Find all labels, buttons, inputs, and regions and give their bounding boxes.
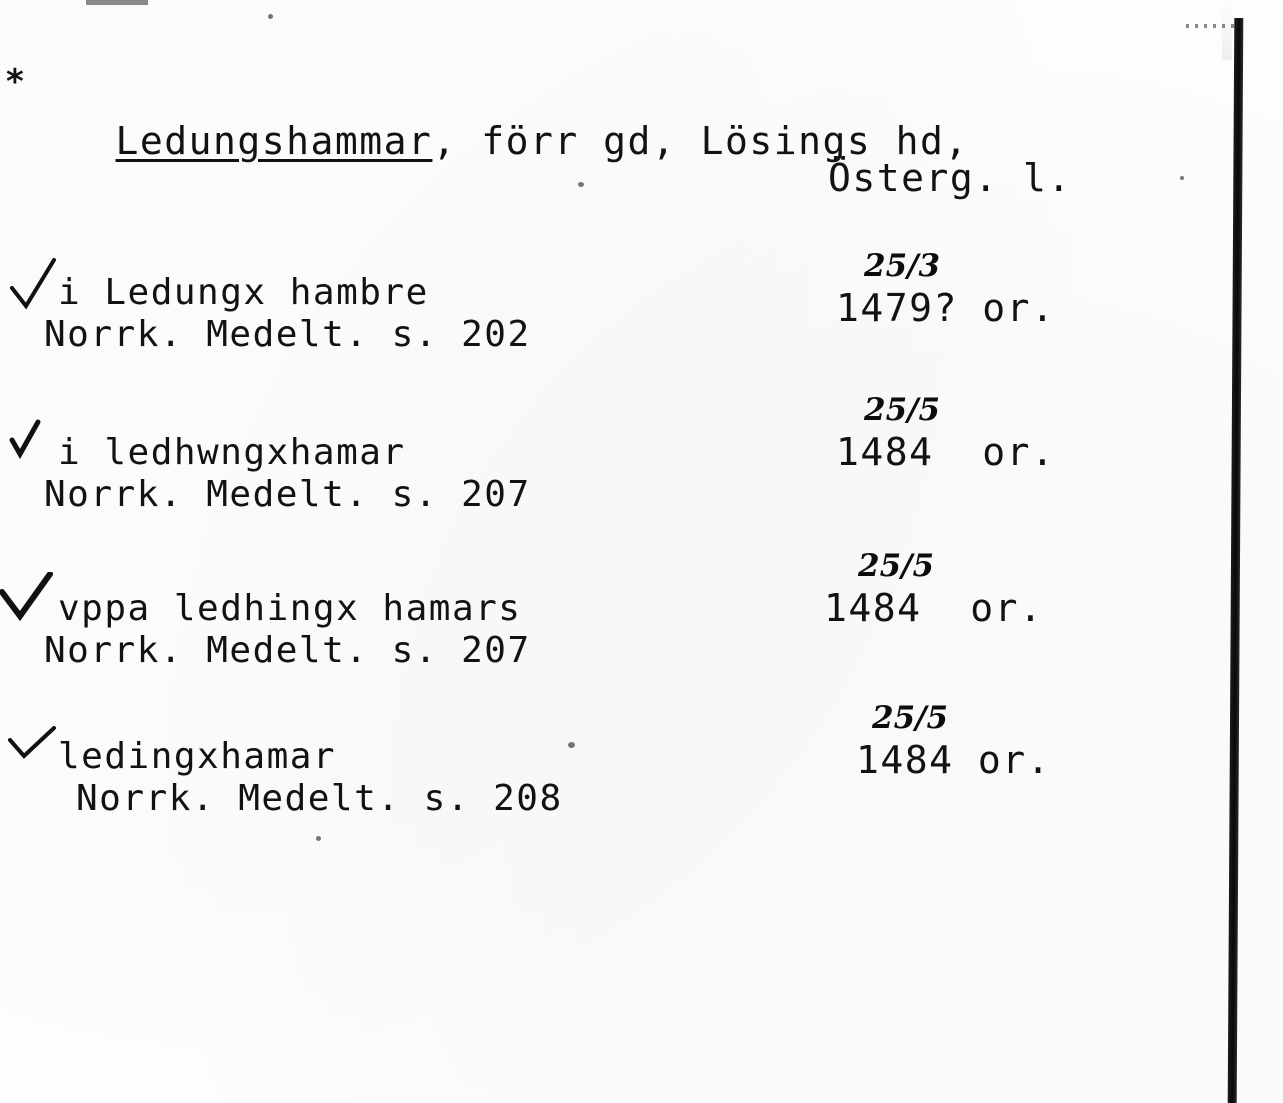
asterisk-marker: * — [6, 62, 26, 102]
entry-date — [836, 248, 1166, 330]
entry-date-handwritten: 25/5 — [858, 548, 935, 584]
entry-source: Norrk. Medelt. s. 202 — [44, 314, 531, 356]
entry-lemma: vppa ledhingx hamars — [58, 588, 522, 629]
entry-source: Norrk. Medelt. s. 207 — [44, 474, 531, 516]
scan-speck — [316, 836, 321, 841]
entry-date — [824, 548, 1154, 630]
entry-row — [44, 432, 818, 517]
entry-date — [856, 700, 1186, 782]
entry-date-handwritten: 25/5 — [872, 700, 949, 736]
page-title — [18, 82, 969, 202]
page-title-line2: Österg. l. — [828, 156, 1072, 200]
entry-date-handwritten: 25/3 — [864, 248, 941, 284]
entry-lemma: ledingxhamar — [58, 736, 337, 777]
checkmark-icon — [0, 572, 56, 626]
entry-source: Norrk. Medelt. s. 208 — [76, 778, 563, 820]
entry-date-year: 1479? or. — [836, 286, 1056, 330]
headword: Ledungshammar — [115, 118, 433, 163]
page-right-edge — [1228, 18, 1244, 1103]
scan-speck — [1180, 176, 1184, 180]
checkmark-icon — [8, 418, 48, 462]
scan-speck — [268, 14, 273, 19]
entry-source: Norrk. Medelt. s. 207 — [44, 630, 531, 672]
checkmark-icon — [8, 726, 58, 764]
entry-date-year: 1484 or. — [824, 586, 1044, 630]
entry-row — [44, 588, 818, 673]
entry-row — [44, 272, 818, 357]
entry-lemma: i Ledungx hambre — [58, 272, 429, 313]
entry-date-year: 1484 or. — [856, 738, 1052, 782]
headword-qualifier: , förr gd, Lösings hd, — [432, 118, 969, 163]
page-edge-shadow — [1222, 0, 1232, 60]
entry-date-handwritten: 25/5 — [864, 392, 941, 428]
entry-lemma: i ledhwngxhamar — [58, 432, 406, 473]
entry-date — [836, 392, 1166, 474]
scan-artifact-dash — [86, 0, 148, 5]
checkmark-icon — [8, 258, 60, 314]
entry-date-year: 1484 or. — [836, 430, 1056, 474]
entry-row — [58, 736, 818, 821]
